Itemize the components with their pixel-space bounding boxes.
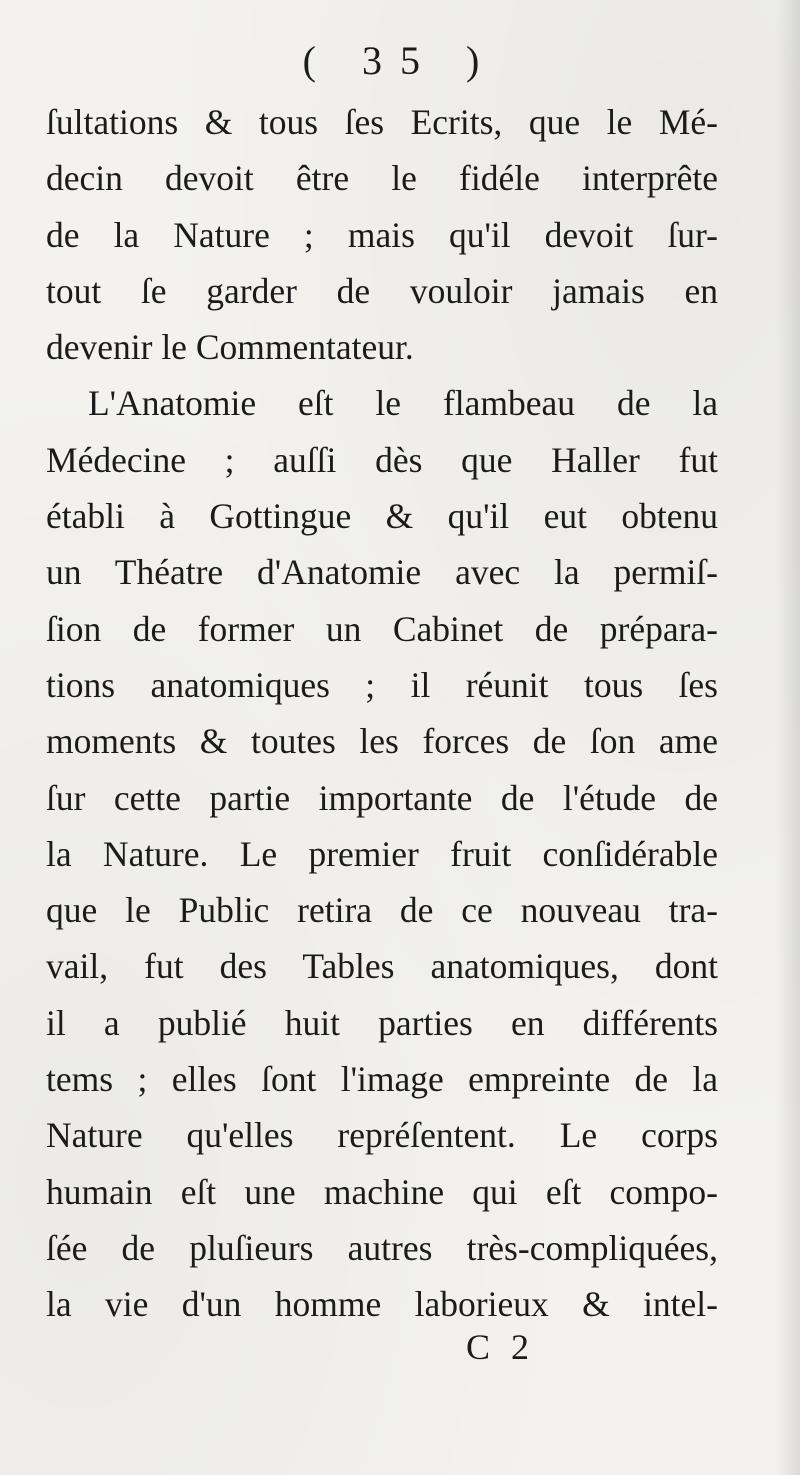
- text-line: Nature qu'elles repréſentent. Le corps: [46, 1115, 718, 1156]
- text-line: établi à Gottingue & qu'il eut obtenu: [46, 496, 718, 537]
- text-line: un Théatre d'Anatomie avec la permiſ-: [46, 552, 718, 593]
- text-line: tems ; elles ſont l'image empreinte de la: [46, 1059, 718, 1100]
- text-line: Médecine ; auſſi dès que Haller fut: [46, 439, 718, 480]
- text-line: il a publié huit parties en différents: [46, 1002, 718, 1043]
- page-number: ( 35 ): [302, 38, 498, 83]
- text-line: devenir le Commentateur.: [46, 327, 414, 368]
- text-line: vail, fut des Tables anatomiques, dont: [46, 946, 718, 987]
- text-line: moments & toutes les forces de ſon ame: [46, 721, 718, 762]
- text-line: que le Public retira de ce nouveau tra-: [46, 890, 718, 931]
- text-line: decin devoit être le fidéle interprête: [46, 158, 718, 199]
- signature-mark: C 2: [466, 1327, 536, 1367]
- text-line: humain eſt une machine qui eſt compo-: [46, 1171, 718, 1212]
- text-line: la Nature. Le premier fruit conſidérable: [46, 833, 718, 874]
- text-line: tions anatomiques ; il réunit tous ſes: [46, 664, 718, 705]
- page-edge-shadow: [776, 0, 800, 1475]
- text-line: ſultations & tous ſes Ecrits, que le Mé-: [46, 102, 718, 142]
- text-line: tout ſe garder de vouloir jamais en: [46, 270, 718, 311]
- text-line: ſur cette partie importante de l'étude de: [46, 777, 718, 818]
- text-line: ſée de pluſieurs autres très-compliquées,: [46, 1227, 718, 1268]
- body-text: [46, 94, 718, 1333]
- text-line: la vie d'un homme laborieux & intel-: [46, 1284, 718, 1325]
- text-line: ſion de former un Cabinet de prépara-: [46, 608, 718, 649]
- text-line: L'Anatomie eſt le flambeau de la: [88, 383, 718, 424]
- text-line: de la Nature ; mais qu'il devoit ſur-: [46, 214, 718, 255]
